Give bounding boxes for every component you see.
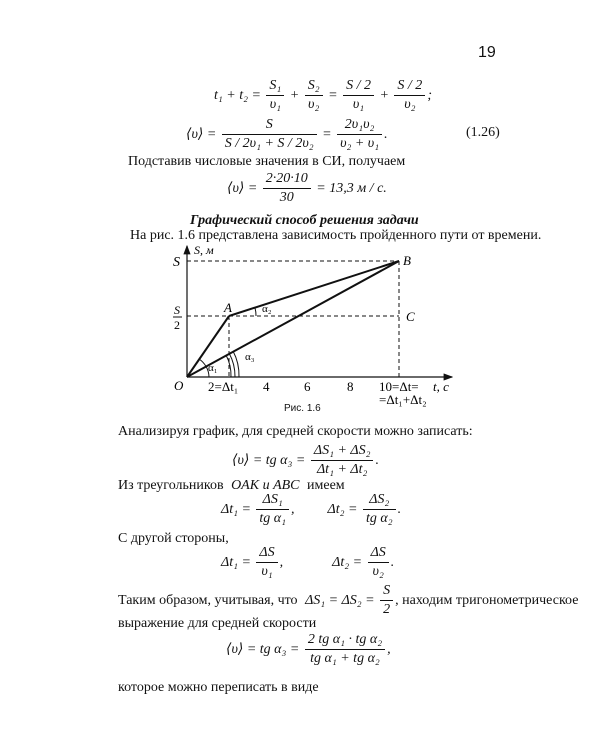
equation-delta-t-tg	[221, 492, 401, 527]
thus-frac-den: 2	[383, 602, 391, 618]
eq2-f1-den: S / 2υ₁ + S / 2υ₂	[224, 136, 314, 152]
equation-numeric	[227, 171, 387, 206]
eq1-f3-den: υ₁	[352, 97, 365, 113]
eq6-tail1: ,	[279, 554, 284, 570]
eq1-fraction-2	[305, 78, 323, 113]
eq1-fraction-4	[394, 78, 425, 113]
intro-text: На рис. 1.6 представлена зависимость пройденного пути от времени.	[130, 228, 542, 243]
analysis-text: Анализируя график, для средней скорости можно записать:	[118, 424, 473, 439]
equation-tg-final	[226, 632, 391, 667]
x-axis-label: t, c	[433, 379, 449, 394]
other-side-text: С другой стороны,	[118, 531, 229, 546]
eq4-tail: .	[375, 452, 379, 468]
eq1-f2-den: υ₂	[308, 97, 320, 113]
y-axis-label: S, м	[194, 243, 214, 257]
equation-average-speed: ⟨υ⟩ = $\frac{S}{\text{S / 2υ₁ + S / 2υ₂}}$ = $\frac{\text{2υ₁υ₂}}{\text{υ₂ + υ₁}}$ .	[186, 117, 388, 152]
eq2-fraction-1	[222, 117, 317, 152]
eq1-f1-num: S₁	[266, 78, 284, 96]
eq5-fraction-1	[256, 492, 289, 527]
eq3-f-num: 2·20·10	[263, 171, 311, 189]
segment-ob	[187, 261, 399, 377]
triangles-intro: Из треугольников	[118, 478, 224, 493]
thus-part1: Таким образом, учитывая, что	[118, 592, 298, 608]
tick-label-10-line2: =Δt₁+Δt₂	[379, 392, 427, 407]
eq1-tail: ;	[427, 87, 432, 103]
tick-label-10: 10=Δt=	[379, 379, 419, 394]
eq7-f-num: 2 tg α₁ · tg α₂	[305, 632, 385, 650]
eq3-f-den: 30	[279, 190, 294, 206]
eq6-tail2: .	[390, 554, 395, 570]
equation-delta-t-v	[221, 545, 394, 580]
tick-label-4: 4	[263, 379, 270, 394]
point-c-label: C	[406, 309, 415, 324]
eq4-f-den: Δt₁ + Δt₂	[316, 462, 368, 478]
eq2-lhs: ⟨υ⟩ =	[186, 126, 217, 142]
half-s-denominator: 2	[174, 318, 180, 332]
distance-time-graph	[160, 240, 480, 410]
eq7-fraction	[305, 632, 385, 667]
eq7-lhs: ⟨υ⟩ = tg α₃ =	[226, 641, 300, 657]
eq1-f3-num: S / 2	[343, 78, 374, 96]
eq6-lhs2: Δt₂ =	[332, 554, 363, 570]
eq5-f2-num: ΔS₂	[363, 492, 396, 510]
eq2-f1-num: S	[222, 117, 317, 135]
eq6-fraction-2	[368, 545, 389, 580]
eq2-tail: .	[384, 126, 388, 142]
triangles-names: OAK и ABC	[231, 478, 300, 493]
eq5-lhs2: Δt₂ =	[327, 501, 358, 517]
eq7-f-den: tg α₁ + tg α₂	[310, 651, 380, 667]
tick-label-6: 6	[304, 379, 311, 394]
rewrite-text: которое можно переписать в виде	[118, 680, 319, 695]
thus-equation-lhs: ΔS₁ = ΔS₂ =	[305, 592, 375, 608]
equation-time-sum: t₁ + t₂ = $\frac{\text{S₁}}{\text{υ₁}}$ + $\frac{\text{S₂}}{\text{υ₂}}$ = $\frac{S / 2}{\text{υ₁}}$ + $\frac{S / 2}{\text{υ₂}}$ ;	[214, 78, 432, 113]
expression-text: выражение для средней скорости	[118, 616, 317, 631]
eq6-f2-num: ΔS	[368, 545, 389, 563]
eq5-f2-den: tg α₂	[365, 511, 393, 527]
s-level-label: S	[173, 255, 180, 270]
angle-arc-alpha-2	[255, 308, 256, 316]
eq1-f4-den: υ₂	[404, 97, 416, 113]
tick-label-2: 2=Δt₁	[208, 379, 239, 394]
eq5-tail2: .	[397, 501, 402, 517]
eq3-fraction	[263, 171, 311, 206]
eq2-fraction-2	[337, 117, 382, 152]
eq5-lhs1: Δt₁ =	[221, 501, 251, 517]
section-heading: Графический способ решения задачи	[190, 213, 419, 228]
point-b-label: B	[403, 253, 411, 268]
eq3-lhs: ⟨υ⟩ =	[227, 180, 258, 196]
page-number: 19	[478, 44, 496, 61]
eq7-tail: ,	[387, 641, 391, 657]
eq1-f4-num: S / 2	[394, 78, 425, 96]
eq1-fraction-1	[266, 78, 284, 113]
eq5-fraction-2	[363, 492, 396, 527]
eq1-lhs: t₁ + t₂ =	[214, 87, 261, 103]
eq1-f2-num: S₂	[305, 78, 323, 96]
substitution-text: Подставив числовые значения в СИ, получаем	[128, 154, 406, 169]
point-a-label: A	[224, 300, 232, 315]
angle-alpha-3-label: α₃	[245, 351, 255, 363]
eq2-f2-den: υ₂ + υ₁	[340, 136, 380, 152]
eq5-f1-den: tg α₁	[259, 511, 287, 527]
thus-fraction	[380, 583, 393, 618]
equation-tg-alpha-3	[232, 443, 379, 478]
origin-label: O	[174, 378, 184, 393]
eq2-f2-num: 2υ₁υ₂	[337, 117, 382, 135]
half-s-numerator: S	[174, 303, 180, 317]
eq6-f1-den: υ₁	[261, 564, 273, 580]
thus-frac-num: S	[380, 583, 393, 601]
thus-part2: , находим тригонометрическое	[395, 592, 579, 608]
equation-number: (1.26)	[466, 125, 500, 140]
eq5-tail1: ,	[291, 501, 295, 517]
eq1-fraction-3	[343, 78, 374, 113]
thus-paragraph	[118, 583, 578, 618]
tick-label-8: 8	[347, 379, 354, 394]
eq6-fraction-1	[256, 545, 277, 580]
angle-alpha-2-label: α₂	[262, 303, 272, 315]
eq4-fraction	[311, 443, 374, 478]
triangles-tail: имеем	[307, 478, 345, 493]
eq6-f2-den: υ₂	[372, 564, 384, 580]
figure-caption: Рис. 1.6	[284, 403, 321, 414]
eq4-lhs: ⟨υ⟩ = tg α₃ =	[232, 452, 306, 468]
angle-alpha-1-label: α₁	[208, 362, 218, 374]
eq6-lhs1: Δt₁ =	[221, 554, 251, 570]
eq6-f1-num: ΔS	[256, 545, 277, 563]
eq3-result: = 13,3 м / с.	[316, 180, 387, 196]
eq4-f-num: ΔS₁ + ΔS₂	[311, 443, 374, 461]
eq1-f1-den: υ₁	[269, 97, 281, 113]
eq5-f1-num: ΔS₁	[256, 492, 289, 510]
